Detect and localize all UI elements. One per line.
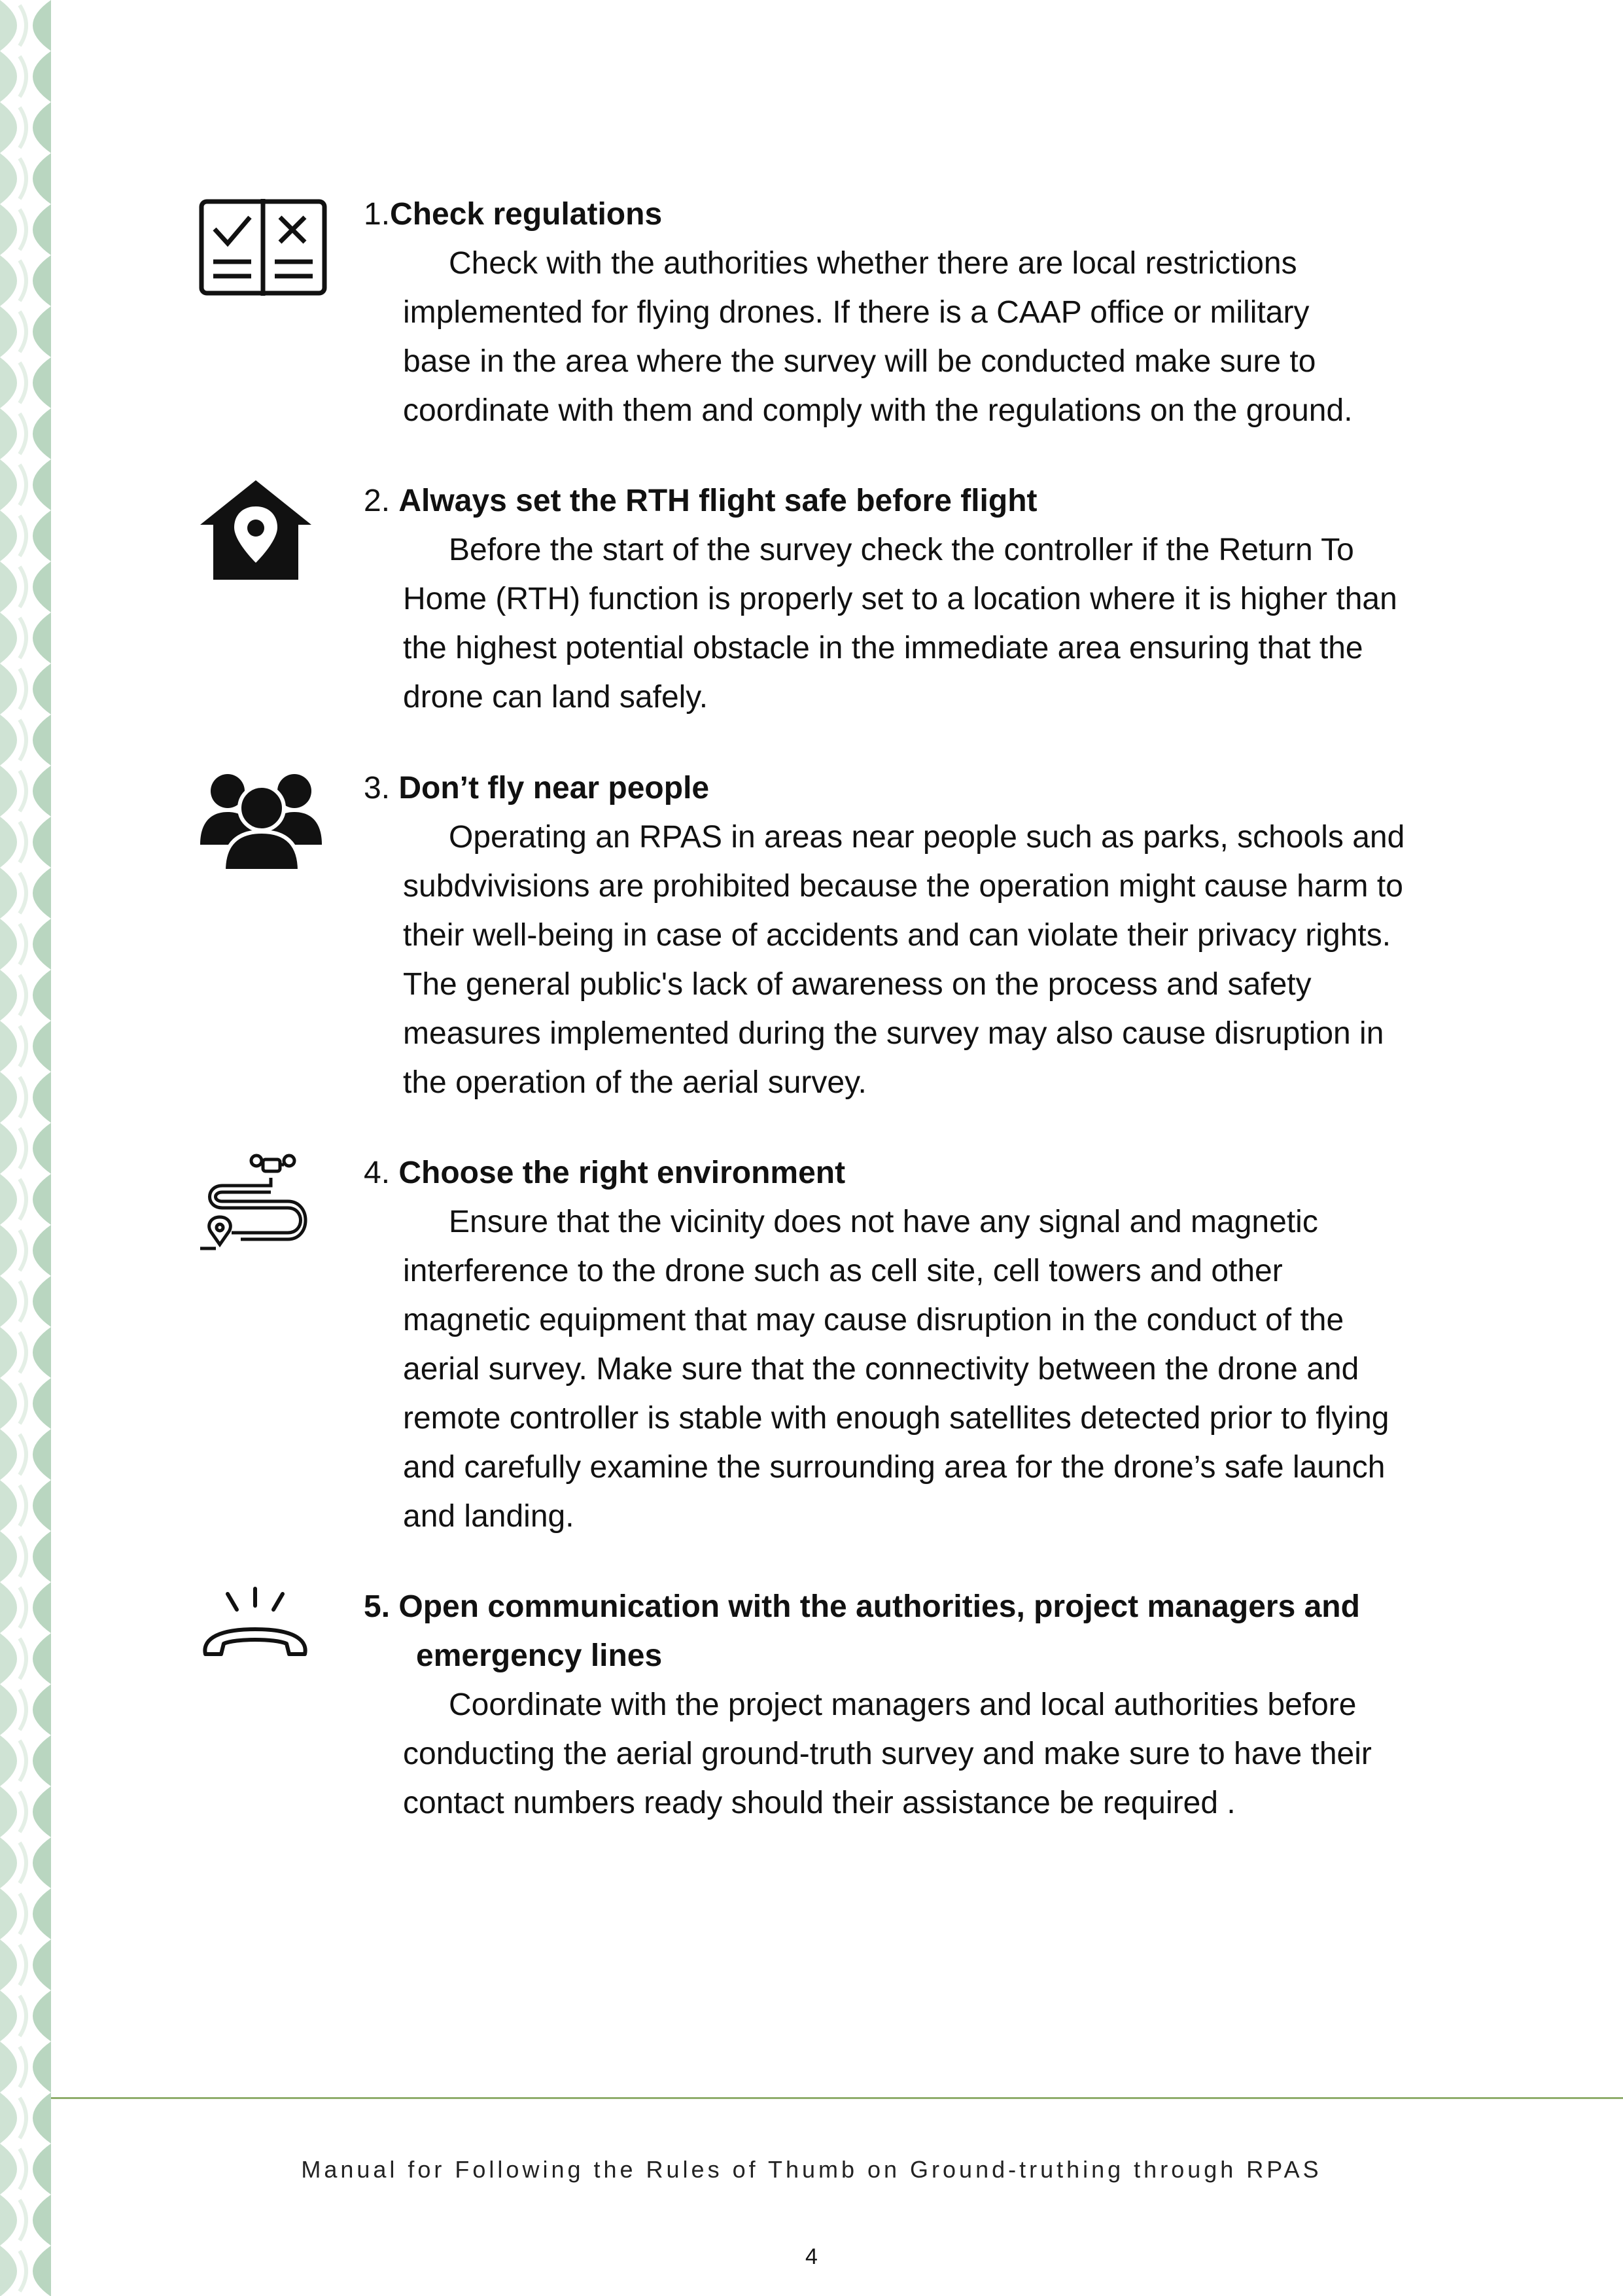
body-line: interference to the drone such as cell site, cell towers and other: [403, 1254, 1283, 1288]
section-heading: [364, 764, 1528, 813]
section-heading: [364, 476, 1528, 525]
body-line: Home (RTH) function is properly set to a location where it is higher than: [403, 582, 1397, 616]
section-title: Don’t fly near people: [398, 771, 710, 805]
section-title-continued: emergency lines: [416, 1638, 663, 1673]
section-body: [403, 525, 1515, 722]
page-number: 4: [805, 2244, 818, 2269]
home-location-icon: [196, 478, 315, 582]
body-line: coordinate with them and comply with the regulations on the ground.: [403, 393, 1353, 428]
drone-route-icon: [196, 1152, 314, 1256]
section-heading: [364, 1148, 1528, 1197]
footer-title: Manual for Following the Rules of Thumb on Ground-truthing through RPAS: [301, 2156, 1322, 2183]
body-line: conducting the aerial ground-truth survey and make sure to have their: [403, 1737, 1372, 1771]
body-line: and landing.: [403, 1499, 574, 1534]
body-line: contact numbers ready should their assistance be required .: [403, 1786, 1236, 1820]
section-heading-continued: [416, 1631, 1580, 1680]
section-title: Open communication with the authorities, project managers and: [398, 1589, 1360, 1624]
section-number: 1.: [364, 197, 391, 232]
section-number: 2.: [364, 484, 399, 518]
body-line: Ensure that the vicinity does not have any signal and magnetic: [449, 1205, 1318, 1239]
body-line: Operating an RPAS in areas near people such as parks, schools and: [449, 820, 1405, 855]
body-line: the highest potential obstacle in the immediate area ensuring that the: [403, 631, 1363, 665]
section-title: Choose the right environment: [398, 1156, 846, 1190]
body-line: The general public's lack of awareness on the process and safety: [403, 967, 1312, 1002]
section-heading: [364, 190, 1528, 239]
body-line: magnetic equipment that may cause disruption in the conduct of the: [403, 1303, 1344, 1337]
body-line: Coordinate with the project managers and local authorities before: [449, 1687, 1357, 1722]
section-heading: [364, 1582, 1528, 1631]
section-body: [403, 1197, 1515, 1541]
body-line: the operation of the aerial survey.: [403, 1065, 867, 1100]
body-line: Before the start of the survey check the controller if the Return To: [449, 533, 1354, 567]
ringing-phone-icon: [196, 1583, 314, 1675]
section-body: [403, 239, 1515, 435]
people-icon: [196, 769, 327, 874]
checklist-icon: [196, 198, 331, 296]
body-line: Check with the authorities whether there are local restrictions: [449, 246, 1297, 281]
body-line: measures implemented during the survey may also cause disruption in: [403, 1016, 1384, 1051]
body-line: and carefully examine the surrounding area for the drone’s safe launch: [403, 1450, 1386, 1485]
body-line: base in the area where the survey will be conducted make sure to: [403, 344, 1316, 379]
body-line: implemented for flying drones. If there is a CAAP office or military: [403, 295, 1310, 330]
body-line: subdvivisions are prohibited because the operation might cause harm to: [403, 869, 1403, 904]
section-number: 4.: [364, 1156, 399, 1190]
body-line: remote controller is stable with enough satellites detected prior to flying: [403, 1401, 1389, 1436]
section-body: [403, 1680, 1515, 1828]
section-body: [403, 813, 1515, 1107]
body-line: drone can land safely.: [403, 680, 708, 715]
body-line: aerial survey. Make sure that the connectivity between the drone and: [403, 1352, 1359, 1386]
section-title: Always set the RTH flight safe before flight: [398, 484, 1038, 518]
section-number: 3.: [364, 771, 399, 805]
body-line: their well-being in case of accidents and can violate their privacy rights.: [403, 918, 1391, 953]
section-number: 5.: [364, 1589, 399, 1624]
section-title: Check regulations: [390, 197, 663, 232]
footer-divider: [51, 2097, 1623, 2099]
decorative-left-border: [0, 0, 51, 2296]
